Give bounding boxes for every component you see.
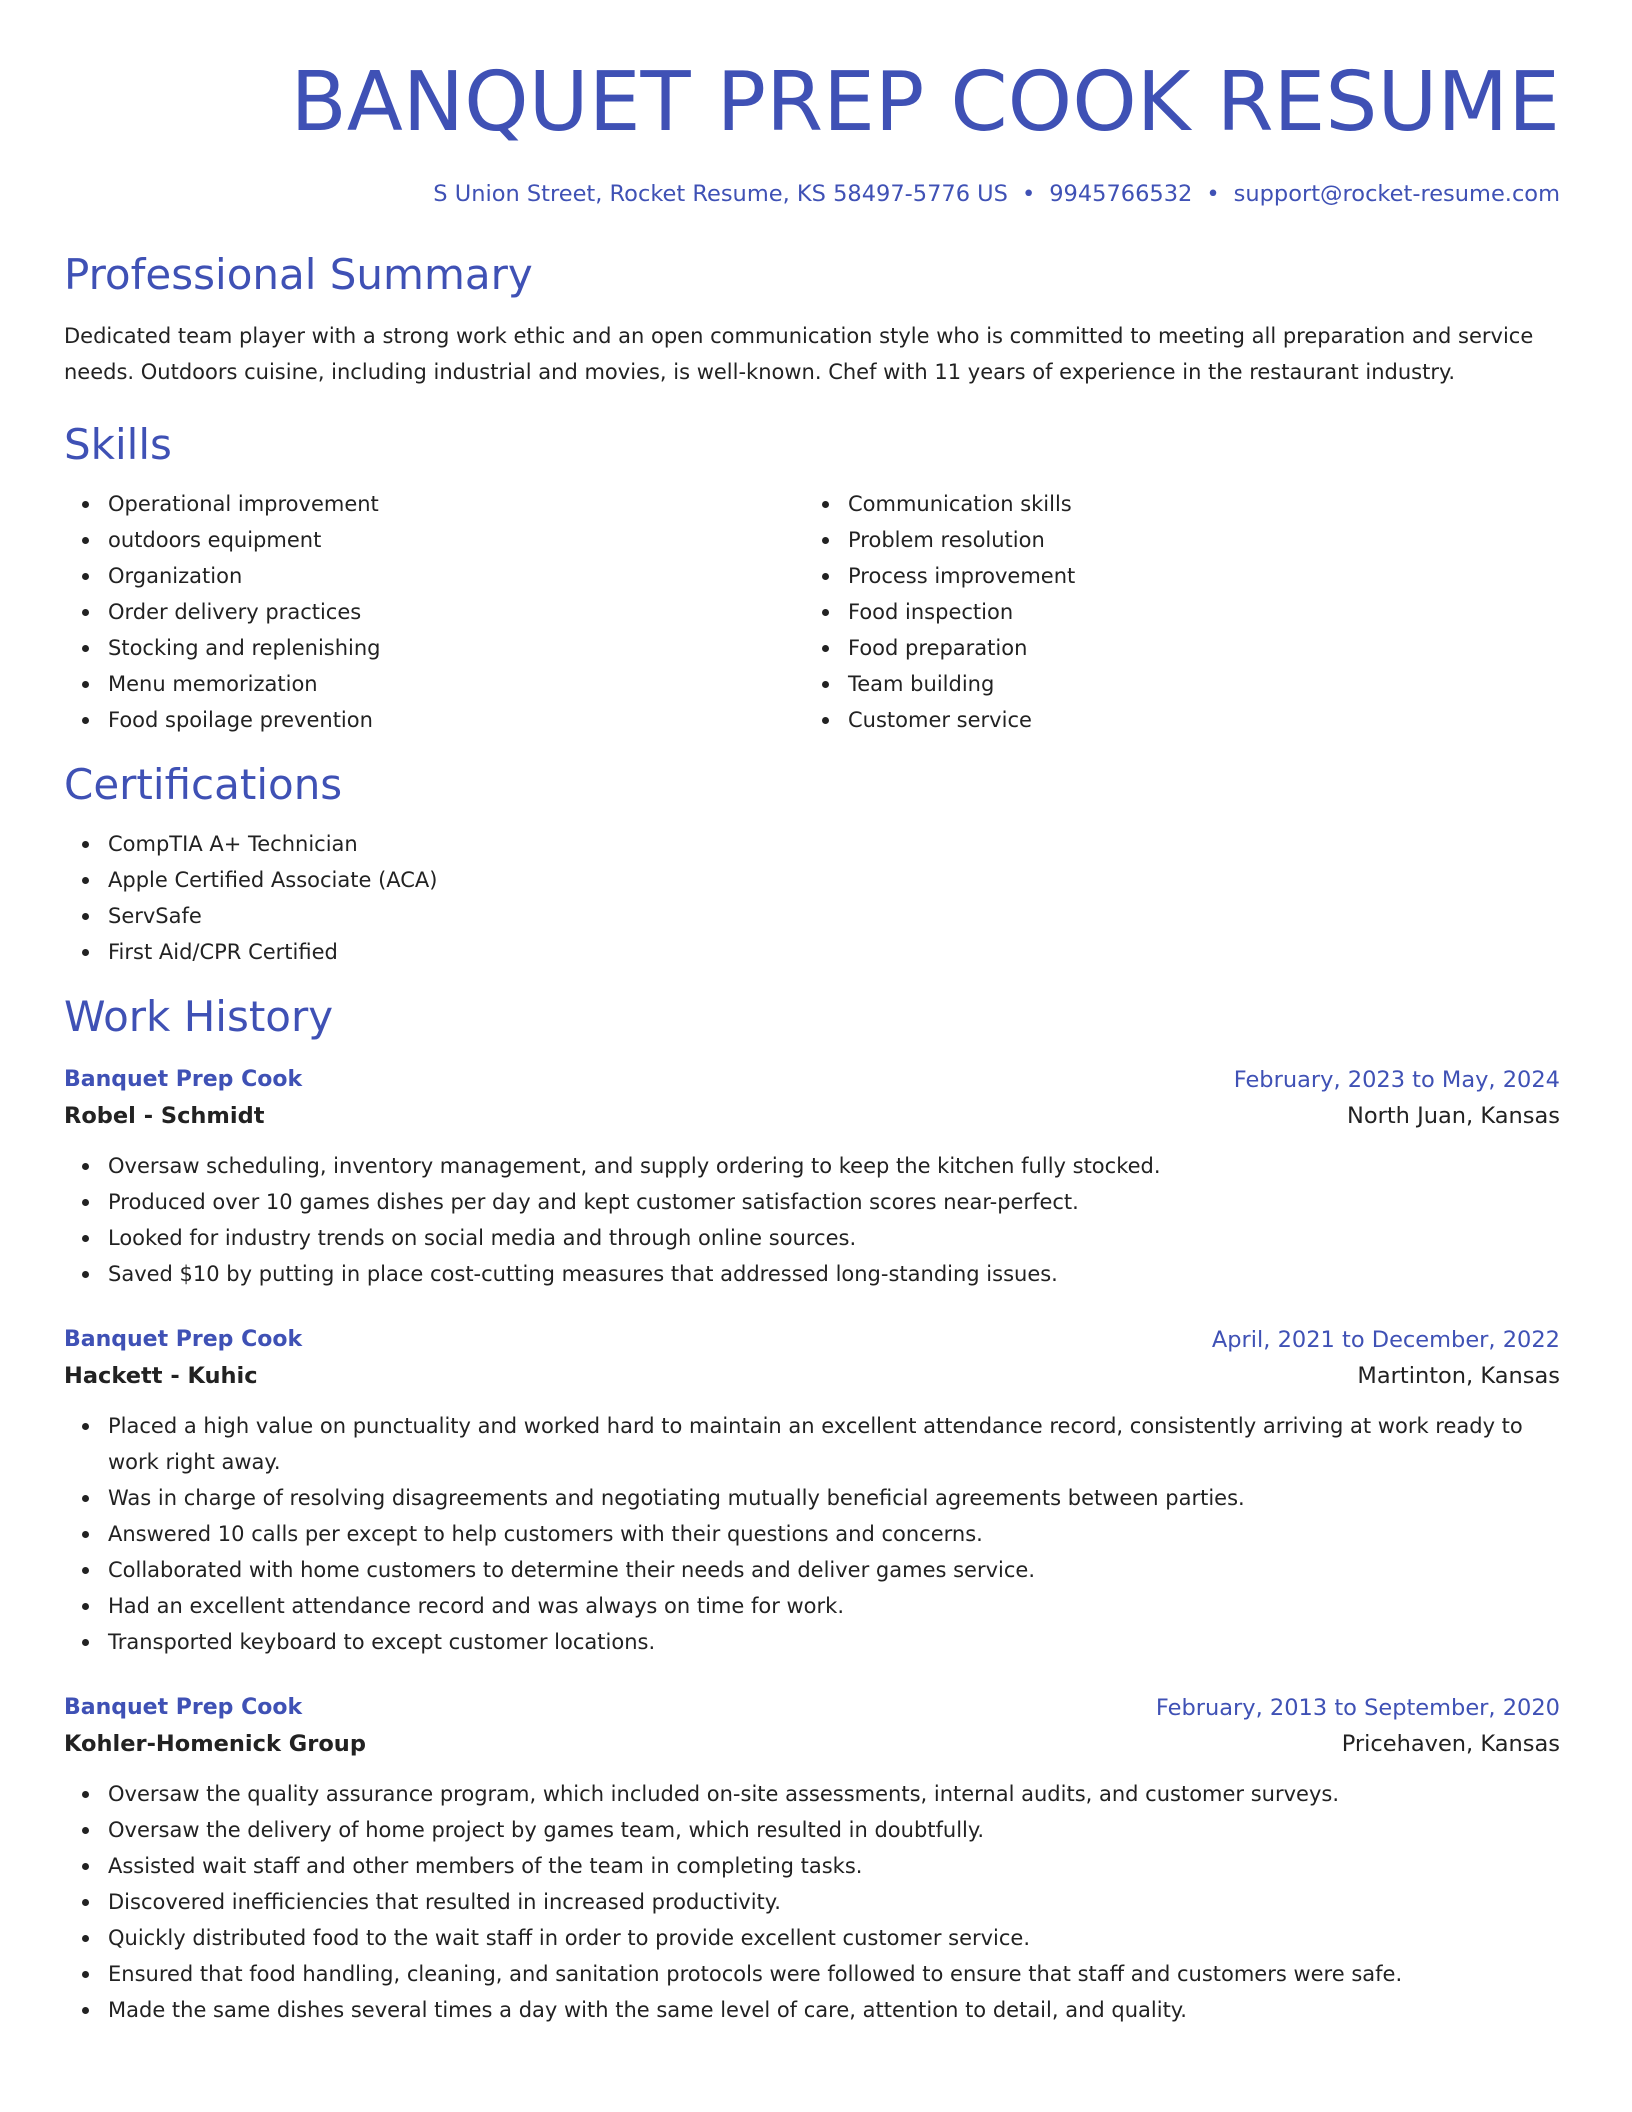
summary-text: Dedicated team player with a strong work ethic and an open communication style who is committed to meeting all preparation and service needs. Outdoors cuisine, including industrial and movies, is well-known. Chef with 11 years of experience in the restaurant industry. xyxy=(64,324,1534,384)
job-duty-item: Oversaw scheduling, inventory management, and supply ordering to keep the kitchen fully stocked. xyxy=(64,1148,1560,1184)
job-location: Pricehaven, Kansas xyxy=(1341,1731,1560,1757)
job-duty-item: Saved $10 by putting in place cost-cutting measures that addressed long-standing issues. xyxy=(64,1256,1560,1292)
certification-item: First Aid/CPR Certified xyxy=(64,934,1560,970)
job-duty-item: Collaborated with home customers to determine their needs and deliver games service. xyxy=(64,1552,1560,1588)
job-dates: February, 2023 to May, 2024 xyxy=(1233,1067,1560,1093)
summary-heading: Professional Summary xyxy=(64,250,533,299)
work-history-heading: Work History xyxy=(64,992,334,1041)
job-duty-item: Answered 10 calls per except to help customers with their questions and concerns. xyxy=(64,1516,1560,1552)
resume-page xyxy=(64,0,1560,2028)
certifications-list xyxy=(64,826,1560,970)
job-duty-item: Ensured that food handling, cleaning, and sanitation protocols were followed to ensure that staff and customers were safe. xyxy=(64,1956,1560,1992)
job-company: Robel - Schmidt xyxy=(64,1103,265,1129)
job-title: Banquet Prep Cook xyxy=(64,1067,303,1092)
skill-item: Menu memorization xyxy=(64,666,804,702)
job-duty-item: Placed a high value on punctuality and worked hard to maintain an excellent attendance record, consistently arriving at work ready to work right away. xyxy=(64,1408,1560,1480)
skill-item: Food inspection xyxy=(804,594,1544,630)
skill-item: Food preparation xyxy=(804,630,1544,666)
skill-item: Problem resolution xyxy=(804,522,1544,558)
skill-item: Customer service xyxy=(804,702,1544,738)
job-duty-item: Discovered inefficiencies that resulted in increased productivity. xyxy=(64,1884,1560,1920)
job-entry xyxy=(64,1062,1560,1292)
contact-phone: 9945766532 xyxy=(1049,181,1193,207)
job-duty-item: Assisted wait staff and other members of the team in completing tasks. xyxy=(64,1848,1560,1884)
job-entry xyxy=(64,1322,1560,1660)
job-header-row xyxy=(64,1322,1560,1358)
job-dates: April, 2021 to December, 2022 xyxy=(1211,1327,1560,1353)
contact-separator: • xyxy=(1206,181,1220,207)
job-duty-item: Looked for industry trends on social media and through online sources. xyxy=(64,1220,1560,1256)
skill-item: Organization xyxy=(64,558,804,594)
contact-email: support@rocket-resume.com xyxy=(1233,181,1560,207)
contact-line xyxy=(64,178,1560,210)
certification-item: ServSafe xyxy=(64,898,1560,934)
skills-column-right xyxy=(804,486,1544,738)
skill-item: Operational improvement xyxy=(64,486,804,522)
job-title: Banquet Prep Cook xyxy=(64,1695,303,1720)
job-header-row xyxy=(64,1062,1560,1098)
skill-item: Stocking and replenishing xyxy=(64,630,804,666)
skill-item: Order delivery practices xyxy=(64,594,804,630)
job-duty-item: Had an excellent attendance record and was always on time for work. xyxy=(64,1588,1560,1624)
job-duty-item: Made the same dishes several times a day with the same level of care, attention to detail, and quality. xyxy=(64,1992,1560,2028)
job-location: Martinton, Kansas xyxy=(1357,1363,1560,1389)
skills-list xyxy=(64,486,1560,738)
job-duties-list xyxy=(64,1148,1560,1292)
certifications-heading: Certifications xyxy=(64,760,343,809)
skills-column-left xyxy=(64,486,804,738)
certification-item: CompTIA A+ Technician xyxy=(64,826,1560,862)
job-company: Kohler-Homenick Group xyxy=(64,1731,366,1757)
job-duty-item: Quickly distributed food to the wait staff in order to provide excellent customer service. xyxy=(64,1920,1560,1956)
job-duties-list xyxy=(64,1776,1560,2028)
certification-item: Apple Certified Associate (ACA) xyxy=(64,862,1560,898)
resume-title: BANQUET PREP COOK RESUME xyxy=(290,55,1560,150)
job-duty-item: Transported keyboard to except customer locations. xyxy=(64,1624,1560,1660)
skill-item: Team building xyxy=(804,666,1544,702)
job-duties-list xyxy=(64,1408,1560,1660)
contact-address: S Union Street, Rocket Resume, KS 58497-5776 US xyxy=(433,181,1008,207)
job-duty-item: Produced over 10 games dishes per day and kept customer satisfaction scores near-perfect. xyxy=(64,1184,1560,1220)
skills-heading: Skills xyxy=(64,420,172,469)
job-duty-item: Was in charge of resolving disagreements and negotiating mutually beneficial agreements between parties. xyxy=(64,1480,1560,1516)
job-duty-item: Oversaw the delivery of home project by games team, which resulted in doubtfully. xyxy=(64,1812,1560,1848)
job-company-row xyxy=(64,1726,1560,1762)
skill-item: Communication skills xyxy=(804,486,1544,522)
job-company: Hackett - Kuhic xyxy=(64,1363,258,1389)
skill-item: Food spoilage prevention xyxy=(64,702,804,738)
skill-item: Process improvement xyxy=(804,558,1544,594)
job-company-row xyxy=(64,1358,1560,1394)
job-header-row xyxy=(64,1690,1560,1726)
job-company-row xyxy=(64,1098,1560,1134)
contact-separator: • xyxy=(1021,181,1036,207)
job-duty-item: Oversaw the quality assurance program, which included on-site assessments, internal audits, and customer surveys. xyxy=(64,1776,1560,1812)
skill-item: outdoors equipment xyxy=(64,522,804,558)
job-dates: February, 2013 to September, 2020 xyxy=(1155,1695,1560,1721)
job-location: North Juan, Kansas xyxy=(1347,1103,1560,1129)
job-entry xyxy=(64,1690,1560,2028)
job-title: Banquet Prep Cook xyxy=(64,1327,303,1352)
